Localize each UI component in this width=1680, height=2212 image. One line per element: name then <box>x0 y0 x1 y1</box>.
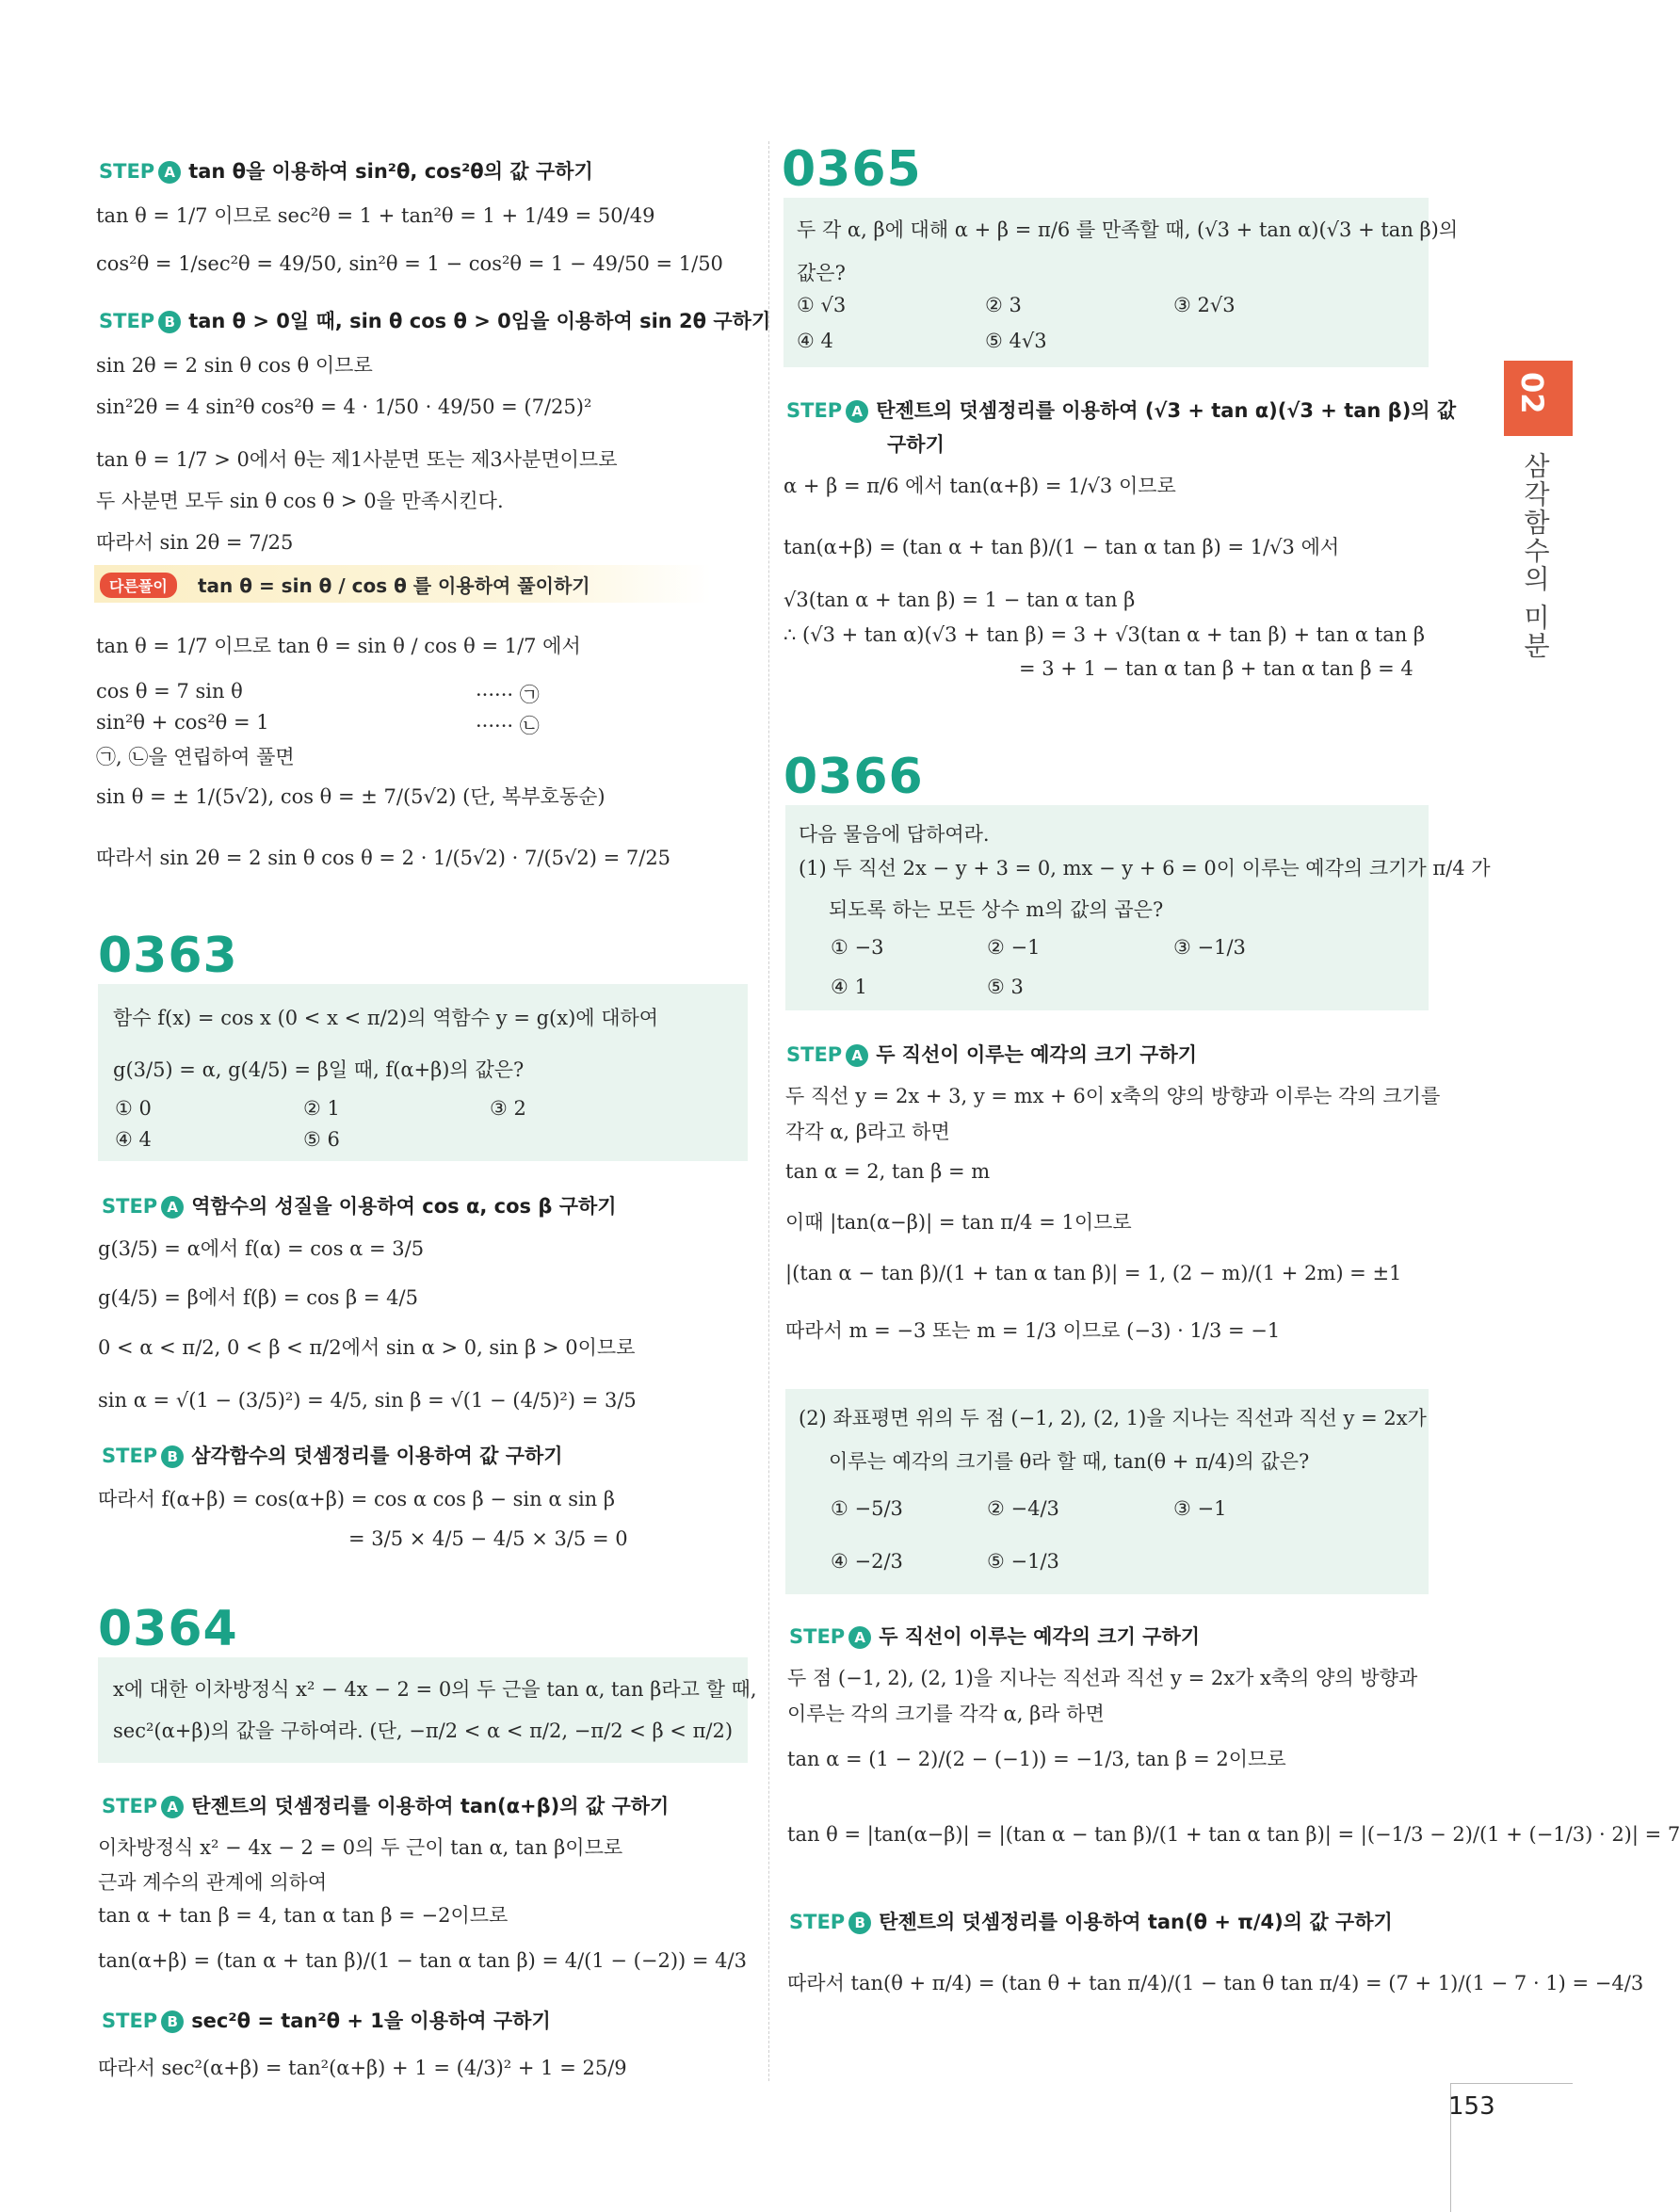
solution-line: tan θ = 1/7 이므로 tan θ = sin θ / cos θ = 1/7 에서 <box>96 635 581 657</box>
choice[interactable]: ② 1 <box>303 1097 340 1120</box>
solution-line: tan(α+β) = (tan α + tan β)/(1 − tan α tan β) = 4/(1 − (−2)) = 4/3 <box>98 1949 747 1972</box>
equation-mark: ······ ㉡ <box>476 715 540 737</box>
step-tag: STEP <box>789 1911 846 1933</box>
step-title: 탄젠트의 덧셈정리를 이용하여 tan(α+β)의 값 구하기 <box>191 1795 670 1817</box>
choice[interactable]: ③ 2√3 <box>1173 294 1236 316</box>
step-tag: STEP <box>99 310 155 332</box>
solution-line: 따라서 m = −3 또는 m = 1/3 이므로 (−3) · 1/3 = −1 <box>785 1319 1281 1342</box>
chapter-number: 02 <box>1514 372 1550 414</box>
solution-line: sin²2θ = 4 sin²θ cos²θ = 4 · 1/50 · 49/50 = (7/25)² <box>96 396 592 418</box>
question-text: 값은? <box>797 262 846 284</box>
question-text: (2) 좌표평면 위의 두 점 (−1, 2), (2, 1)을 지나는 직선과 직선 y = 2x가 <box>799 1407 1427 1429</box>
step-tag: STEP <box>99 160 155 183</box>
step-tag: STEP <box>102 1445 158 1467</box>
choice[interactable]: ① 0 <box>115 1097 152 1120</box>
question-text: (1) 두 직선 2x − y + 3 = 0, mx − y + 6 = 0이 이루는 예각의 크기가 π/4 가 <box>799 857 1491 880</box>
step-tag: STEP <box>102 1195 158 1218</box>
question-text: 되도록 하는 모든 상수 m의 값의 곱은? <box>829 898 1164 921</box>
solution-line: tan θ = 1/7 이므로 sec²θ = 1 + tan²θ = 1 + 1/49 = 50/49 <box>96 204 655 227</box>
step-a-heading <box>786 1040 1197 1068</box>
step-title: tan θ을 이용하여 sin²θ, cos²θ의 값 구하기 <box>188 160 593 183</box>
question-text: x에 대한 이차방정식 x² − 4x − 2 = 0의 두 근을 tan α, tan β라고 할 때, <box>113 1678 757 1701</box>
step-tag: STEP <box>102 2010 158 2032</box>
step-tag: STEP <box>786 1043 843 1066</box>
choice[interactable]: ⑤ 4√3 <box>985 330 1047 352</box>
choice[interactable]: ⑤ 3 <box>987 976 1024 998</box>
choice[interactable]: ⑤ 6 <box>303 1128 340 1151</box>
solution-line: tan α + tan β = 4, tan α tan β = −2이므로 <box>98 1904 509 1927</box>
page-rule <box>1450 2083 1573 2084</box>
choice[interactable]: ② 3 <box>985 294 1022 316</box>
solution-line: 두 직선 y = 2x + 3, y = mx + 6이 x축의 양의 방향과 이루는 각의 크기를 <box>785 1085 1441 1107</box>
choice[interactable]: ① −5/3 <box>831 1497 903 1520</box>
question-number: 0363 <box>98 928 238 984</box>
step-tag: STEP <box>789 1625 846 1648</box>
solution-line: cos θ = 7 sin θ <box>96 680 243 702</box>
step-title: 삼각함수의 덧셈정리를 이용하여 값 구하기 <box>191 1445 563 1467</box>
step-badge: B <box>848 1912 871 1934</box>
step-tag: STEP <box>102 1795 158 1817</box>
step-title: sec²θ = tan²θ + 1을 이용하여 구하기 <box>191 2010 551 2032</box>
equation-mark: ······ ㉠ <box>476 684 540 706</box>
step-badge: B <box>158 311 181 333</box>
solution-line: 따라서 sin 2θ = 2 sin θ cos θ = 2 · 1/(5√2) · 7/(5√2) = 7/25 <box>96 847 671 869</box>
step-b-heading <box>789 1907 1393 1935</box>
step-badge: A <box>158 161 181 184</box>
question-number: 0365 <box>782 141 922 198</box>
solution-line: g(3/5) = α에서 f(α) = cos α = 3/5 <box>98 1237 425 1260</box>
solution-line: sin 2θ = 2 sin θ cos θ 이므로 <box>96 354 373 377</box>
question-text: 다음 물음에 답하여라. <box>799 823 990 846</box>
step-a-heading <box>102 1791 669 1819</box>
step-title: 두 직선이 이루는 예각의 크기 구하기 <box>879 1625 1201 1648</box>
choice[interactable]: ① −3 <box>831 936 884 959</box>
alt-title: tan θ = sin θ / cos θ 를 이용하여 풀이하기 <box>198 574 590 597</box>
step-badge: A <box>161 1796 184 1818</box>
choice[interactable]: ④ 4 <box>797 330 833 352</box>
alternative-solution-banner <box>94 565 711 603</box>
step-b-heading <box>99 306 770 334</box>
solution-line: ∴ (√3 + tan α)(√3 + tan β) = 3 + √3(tan α + tan β) + tan α tan β <box>783 623 1426 646</box>
solution-line: 따라서 tan(θ + π/4) = (tan θ + tan π/4)/(1 − tan θ tan π/4) = (7 + 1)/(1 − 7 · 1) = −4/3 <box>787 1972 1644 1994</box>
step-a-heading <box>789 1622 1200 1650</box>
solution-line: cos²θ = 1/sec²θ = 49/50, sin²θ = 1 − cos²θ = 1 − 49/50 = 1/50 <box>96 252 723 275</box>
choice[interactable]: ④ −2/3 <box>831 1550 903 1573</box>
solution-line: = 3 + 1 − tan α tan β + tan α tan β = 4 <box>1019 657 1413 680</box>
solution-line: 따라서 sec²(α+β) = tan²(α+β) + 1 = (4/3)² + 1 = 25/9 <box>98 2057 627 2079</box>
step-a-heading <box>102 1191 617 1219</box>
question-number: 0364 <box>98 1601 238 1657</box>
question-text: 이루는 예각의 크기를 θ라 할 때, tan(θ + π/4)의 값은? <box>829 1450 1310 1473</box>
step-title: tan θ > 0일 때, sin θ cos θ > 0임을 이용하여 sin 2θ 구하기 <box>188 310 771 332</box>
step-title-continued: 구하기 <box>887 433 945 456</box>
step-badge: A <box>161 1196 184 1219</box>
solution-line: 두 사분면 모두 sin θ cos θ > 0을 만족시킨다. <box>96 490 504 512</box>
step-a-heading <box>99 156 593 185</box>
solution-line: √3(tan α + tan β) = 1 − tan α tan β <box>783 589 1136 611</box>
solution-line: 두 점 (−1, 2), (2, 1)을 지나는 직선과 직선 y = 2x가 x축의 양의 방향과 <box>787 1667 1418 1689</box>
question-text: 두 각 α, β에 대해 α + β = π/6 를 만족할 때, (√3 + tan α)(√3 + tan β)의 <box>797 218 1459 241</box>
choice[interactable]: ④ 4 <box>115 1128 152 1151</box>
step-title: 탄젠트의 덧셈정리를 이용하여 (√3 + tan α)(√3 + tan β)의 값 <box>876 399 1457 422</box>
solution-line: tan(α+β) = (tan α + tan β)/(1 − tan α tan β) = 1/√3 에서 <box>783 536 1340 558</box>
choice[interactable]: ② −1 <box>987 936 1041 959</box>
question-text: 함수 f(x) = cos x (0 < x < π/2)의 역함수 y = g(x)에 대하여 <box>113 1007 659 1029</box>
solution-line: ㉠, ㉡을 연립하여 풀면 <box>96 746 295 768</box>
step-title: 두 직선이 이루는 예각의 크기 구하기 <box>876 1043 1198 1066</box>
question-box <box>98 1657 748 1763</box>
step-badge: B <box>161 1445 184 1468</box>
step-b-heading <box>102 2006 551 2034</box>
choice[interactable]: ④ 1 <box>831 976 867 998</box>
step-tag: STEP <box>786 399 843 422</box>
solution-line: sin α = √(1 − (3/5)²) = 4/5, sin β = √(1 − (4/5)²) = 3/5 <box>98 1389 637 1412</box>
page-number: 153 <box>1448 2092 1495 2121</box>
solution-line: tan α = (1 − 2)/(2 − (−1)) = −1/3, tan β = 2이므로 <box>787 1748 1286 1770</box>
solution-line: 0 < α < π/2, 0 < β < π/2에서 sin α > 0, sin β > 0이므로 <box>98 1336 636 1359</box>
solution-line: 이차방정식 x² − 4x − 2 = 0의 두 근이 tan α, tan β이므로 <box>98 1836 623 1859</box>
solution-line: 이때 |tan(α−β)| = tan π/4 = 1이므로 <box>785 1211 1132 1234</box>
solution-line: 각각 α, β라고 하면 <box>785 1121 950 1143</box>
solution-line: 근과 계수의 관계에 의하여 <box>98 1871 328 1894</box>
solution-line: 따라서 sin 2θ = 7/25 <box>96 531 294 554</box>
solution-line: = 3/5 × 4/5 − 4/5 × 3/5 = 0 <box>348 1527 628 1550</box>
step-title: 역함수의 성질을 이용하여 cos α, cos β 구하기 <box>191 1195 617 1218</box>
step-badge: A <box>846 1044 868 1067</box>
choice[interactable]: ⑤ −1/3 <box>987 1550 1059 1573</box>
choice[interactable]: ② −4/3 <box>987 1497 1059 1520</box>
choice[interactable]: ③ −1/3 <box>1173 936 1246 959</box>
solution-line: 따라서 f(α+β) = cos(α+β) = cos α cos β − sin α sin β <box>98 1488 616 1510</box>
solution-line: tan θ = |tan(α−β)| = |(tan α − tan β)/(1 + tan α tan β)| = |(−1/3 − 2)/(1 + (−1/3) · 2)| = 7 <box>787 1823 1680 1846</box>
step-badge: A <box>848 1626 871 1649</box>
column-divider <box>768 141 769 2081</box>
step-badge: A <box>846 400 868 423</box>
choice[interactable]: ① √3 <box>797 294 847 316</box>
step-badge: B <box>161 2010 184 2033</box>
step-title: 탄젠트의 덧셈정리를 이용하여 tan(θ + π/4)의 값 구하기 <box>879 1911 1393 1933</box>
chapter-title: 삼각함수의 미분 <box>1520 452 1551 660</box>
solution-line: 이루는 각의 크기를 각각 α, β라 하면 <box>787 1703 1105 1725</box>
question-text: sec²(α+β)의 값을 구하여라. (단, −π/2 < α < π/2, −π/2 < β < π/2) <box>113 1720 734 1742</box>
alt-badge: 다른풀이 <box>100 573 177 598</box>
solution-line: sin θ = ± 1/(5√2), cos θ = ± 7/(5√2) (단, 복부호동순) <box>96 785 606 808</box>
solution-line: sin²θ + cos²θ = 1 <box>96 711 269 734</box>
step-a-heading <box>786 396 1456 424</box>
solution-line: tan θ = 1/7 > 0에서 θ는 제1사분면 또는 제3사분면이므로 <box>96 448 618 471</box>
solution-line: g(4/5) = β에서 f(β) = cos β = 4/5 <box>98 1286 418 1309</box>
step-b-heading <box>102 1441 563 1469</box>
choice[interactable]: ③ 2 <box>490 1097 526 1120</box>
solution-line: α + β = π/6 에서 tan(α+β) = 1/√3 이므로 <box>783 475 1176 497</box>
question-text: g(3/5) = α, g(4/5) = β일 때, f(α+β)의 값은? <box>113 1058 525 1081</box>
question-number: 0366 <box>783 749 924 805</box>
choice[interactable]: ③ −1 <box>1173 1497 1227 1520</box>
solution-line: tan α = 2, tan β = m <box>785 1160 991 1183</box>
solution-line: |(tan α − tan β)/(1 + tan α tan β)| = 1, (2 − m)/(1 + 2m) = ±1 <box>785 1262 1402 1284</box>
